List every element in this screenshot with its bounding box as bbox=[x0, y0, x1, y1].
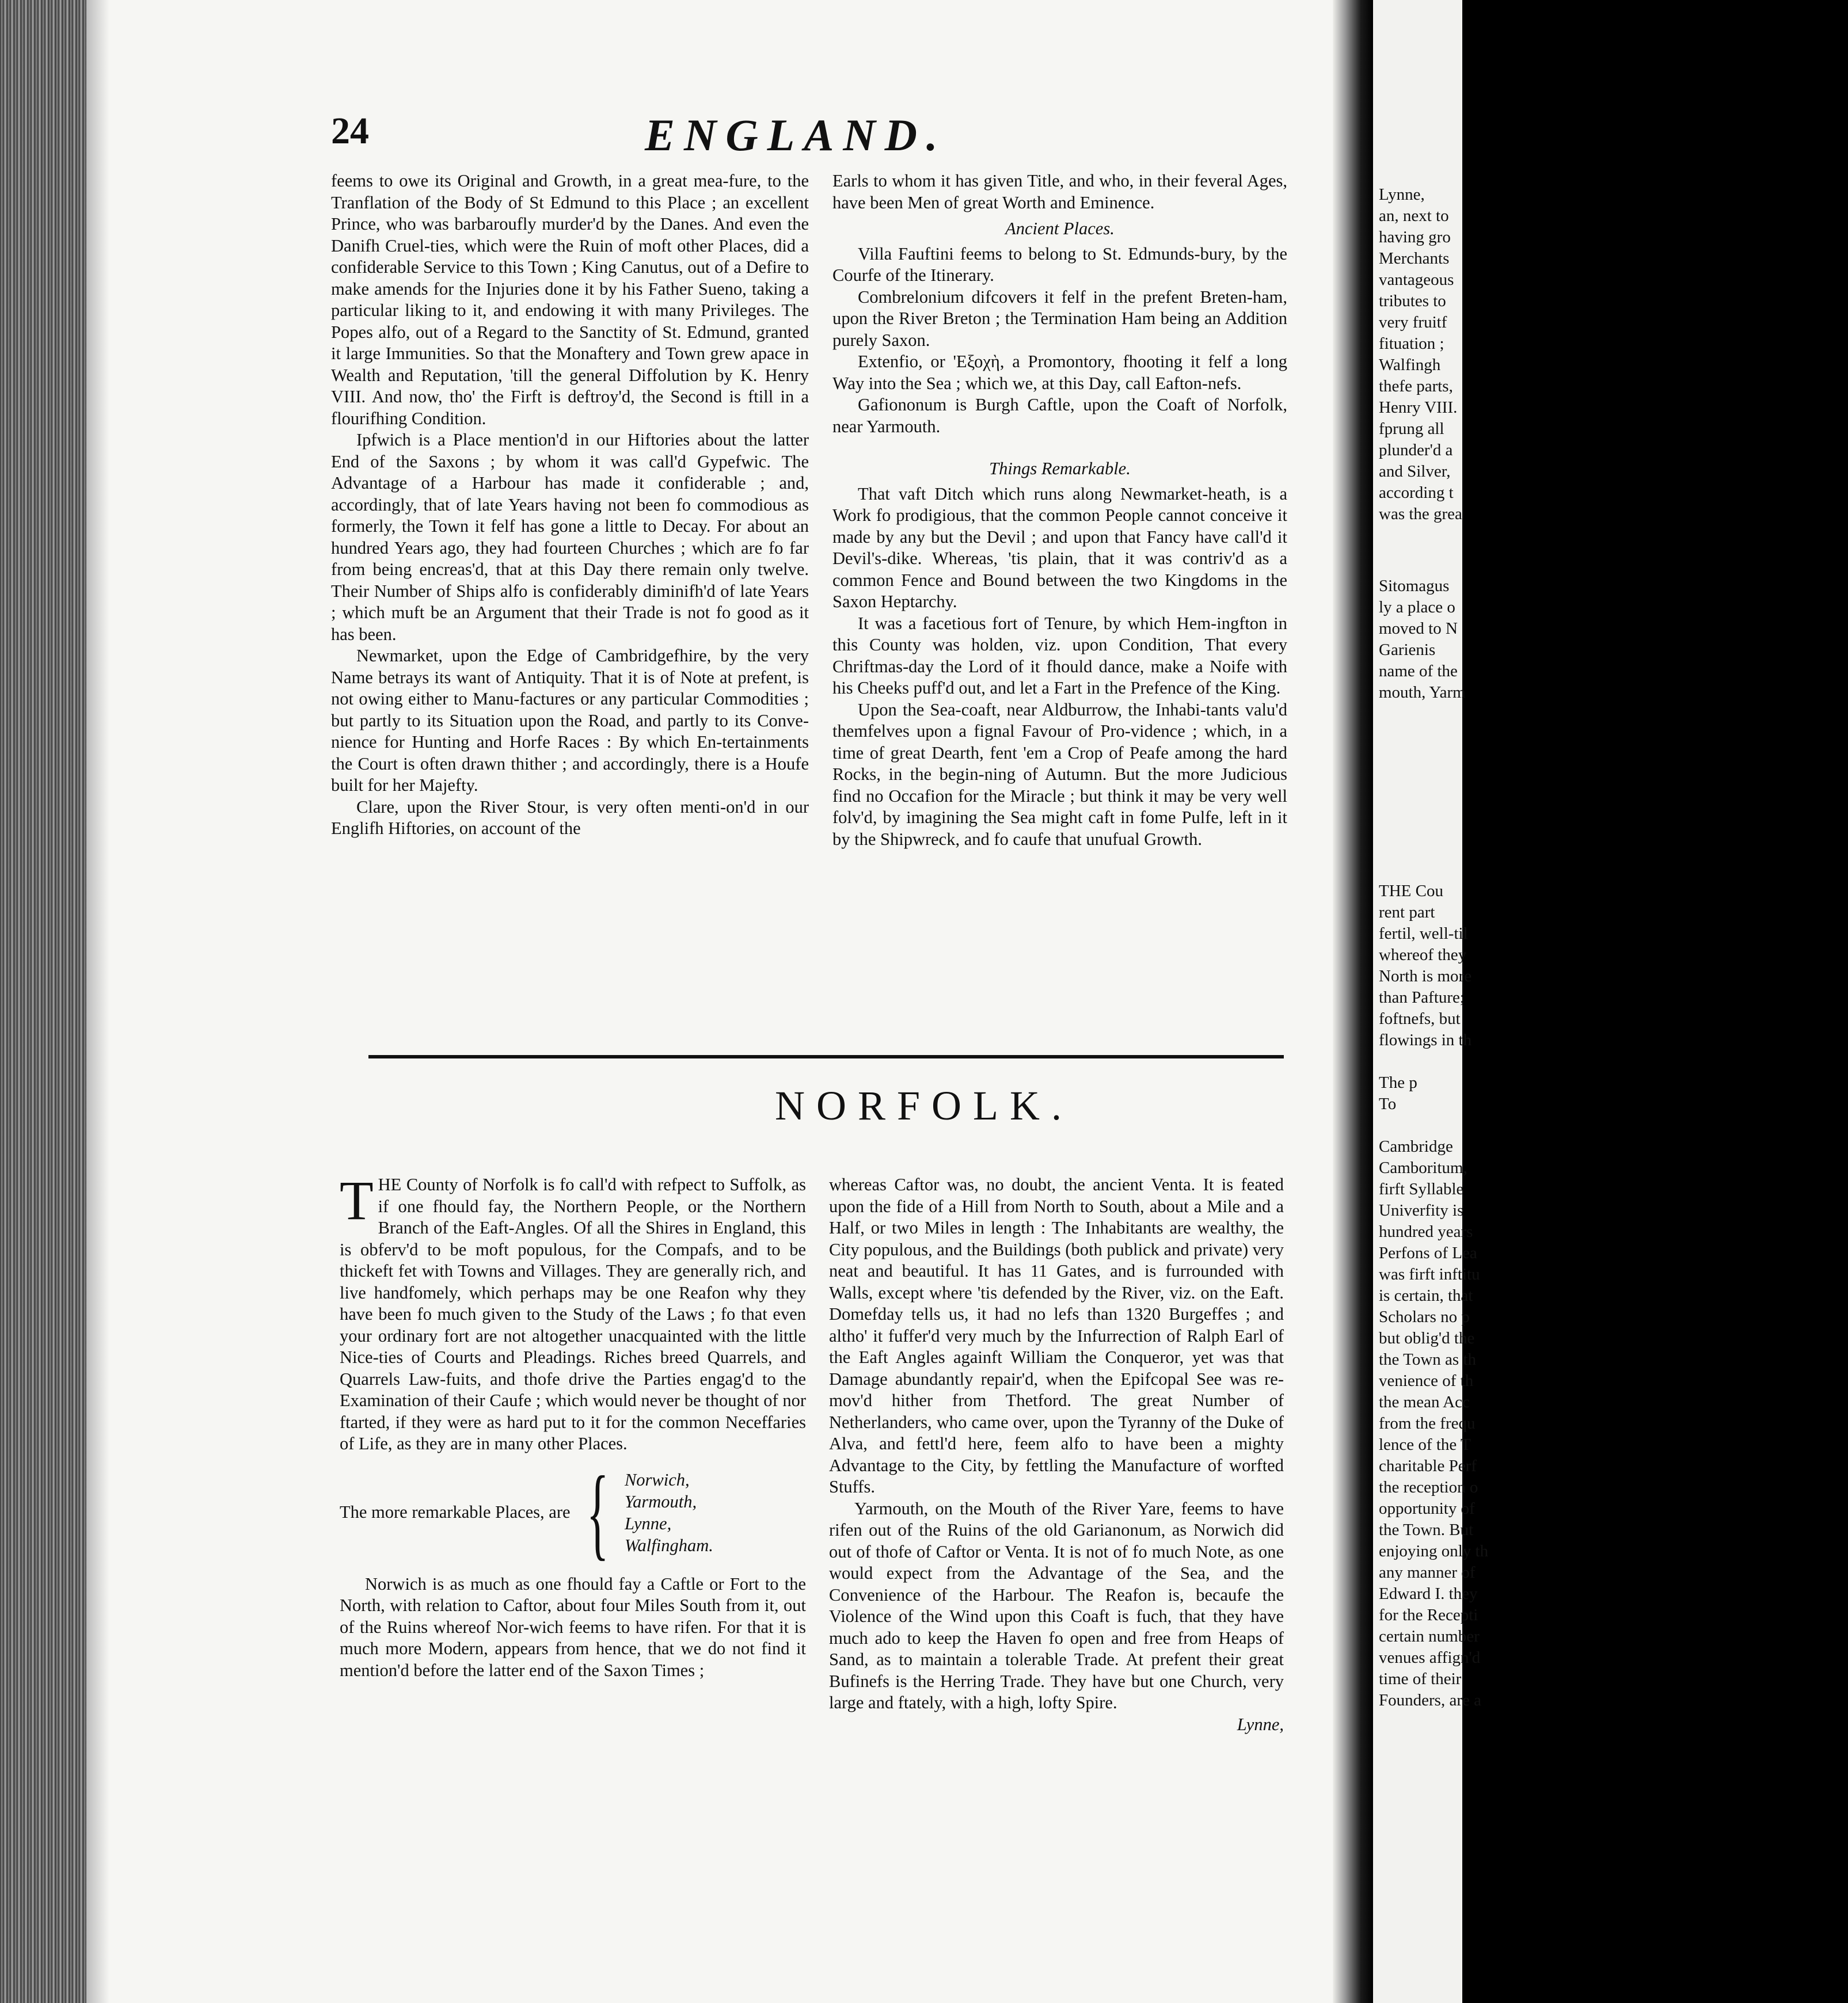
fragment-line: tributes to bbox=[1379, 292, 1446, 310]
fragment-line: Henry VIII. bbox=[1379, 398, 1458, 417]
fragment-line: time of their bbox=[1379, 1670, 1462, 1688]
paragraph: whereas Caftor was, no doubt, the ancient Venta. It is feated upon the fide of a Hill from North to South, about a Mile and a Half, or two Miles in length : The Inhabitants are wealthy, the City populous, and the Buildings (both publick and private) very neat and beautiful. It has 11 Gates, and is furrounded with Walls, except where 'tis defended by the River, viz. on the Eaft. Domefday tells us, it had no lefs than 1320 Burgeffes ; and altho' it fuffer'd very much by the Infurrection of Ralph Earl of the Eaft Angles againft William the Conqueror, yet was that Damage abundantly repair'd, when the Epifcopal See was re-mov'd hither from Thetford. The great Number of Netherlanders, who came over, upon the Tyranny of the Duke of Alva, and fettl'd here, feem alfo to have been a mighty Advantage to the City, by fettling the Manufacture of worfted Stuffs. bbox=[829, 1175, 1284, 1496]
fragment-line: flowings in th bbox=[1379, 1031, 1472, 1049]
fragment-line: an, next to bbox=[1379, 207, 1449, 225]
column-norfolk-left bbox=[340, 1170, 806, 1681]
column-norfolk-right bbox=[829, 1174, 1284, 1735]
fragment-line: very fruitf bbox=[1379, 313, 1447, 332]
section-divider bbox=[368, 1055, 1284, 1058]
fragment-line: Univerfity is bbox=[1379, 1201, 1464, 1220]
place-item: Lynne, bbox=[624, 1513, 672, 1533]
fragment-line: ly a place o bbox=[1379, 598, 1455, 616]
fragment-line: Lynne, bbox=[1379, 185, 1425, 204]
paragraph: Yarmouth, on the Mouth of the River Yare, feems to have rifen out of the Ruins of the old Garianonum, as Norwich did out of thofe of Caftor or Venta. It is not of fo much Note, as one would expect from the Advantage of the Sea, and the Convenience of the Harbour. The Reafon is, becaufe the Violence of the Wind upon this Coaft is fuch, that they have much ado to keep the Haven fo open and free from Heaps of Sand, as to maintain a tolerable Trade. At prefent their great Bufinefs is the Herring Trade. They have but one Church, very large and ftately, with a high, lofty Spire. bbox=[829, 1498, 1284, 1712]
fragment-line: the mean Acc bbox=[1379, 1393, 1470, 1411]
fragment-line: foftnefs, but bbox=[1379, 1010, 1461, 1028]
drop-cap: T bbox=[340, 1170, 374, 1231]
book-gutter bbox=[1333, 0, 1373, 2003]
fragment-line: having gro bbox=[1379, 228, 1451, 246]
fragment-line: venience of th bbox=[1379, 1372, 1474, 1390]
fragment-line: for the Recepti bbox=[1379, 1606, 1478, 1624]
places-label: The more remarkable Places, are bbox=[340, 1502, 571, 1522]
right-page-fragment-top bbox=[1379, 184, 1465, 525]
fragment-line: fituation ; bbox=[1379, 334, 1444, 353]
paragraph: Villa Fauftini feems to belong to St. Edmunds-bury, by the Courfe of the Itinerary. bbox=[832, 243, 1287, 285]
section-title-norfolk: NORFOLK. bbox=[774, 1083, 1074, 1129]
fragment-line: enjoying only th bbox=[1379, 1542, 1489, 1560]
catchword: Lynne, bbox=[1237, 1714, 1284, 1734]
paragraph: Clare, upon the River Stour, is very often menti-on'd in our Englifh Hiftories, on account of the bbox=[331, 797, 809, 838]
page-number: 24 bbox=[331, 110, 369, 152]
fragment-line: hundred years bbox=[1379, 1223, 1473, 1241]
fragment-line: Walfingh bbox=[1379, 356, 1441, 374]
fragment-line: To bbox=[1379, 1095, 1397, 1113]
fragment-line: was the grea bbox=[1379, 505, 1462, 523]
fragment-line: moved to N bbox=[1379, 619, 1458, 638]
places-list bbox=[340, 1454, 806, 1570]
paragraph-text: HE County of Norfolk is fo call'd with refpect to Suffolk, as if one fhould fay, the Northern People, or the Northern Branch of the Eaft-Angles. Of all the Shires in England, this is obferv'd to be moft populous, for the Compafs, and to be thickeft fet with Towns and Villages. They are generally rich, and live handfomely, which perhaps may be one Reafon why they have been fo much given to the Study of the Laws ; fo that even your ordinary fort are not altogether unacquainted with the little Nice-ties of Courts and Pleadings. Riches breed Quarrels, and Quarrels Law-fuits, and thofe drive the Parties engag'd to the Examination of their Caufe ; which would never be thought of nor ftarted, if they were as hard put to it for the common Neceffaries of Life, as they are in many other Places. bbox=[340, 1175, 806, 1453]
fragment-line: opportunity of bbox=[1379, 1499, 1475, 1518]
fragment-line: any manner of bbox=[1379, 1563, 1476, 1582]
book-spine-edge bbox=[0, 0, 86, 2003]
running-head: ENGLAND. bbox=[645, 110, 947, 160]
heading-things-remarkable: Things Remarkable. bbox=[989, 459, 1131, 478]
fragment-line: Edward I. they bbox=[1379, 1585, 1478, 1603]
fragment-line: is certain, that bbox=[1379, 1286, 1473, 1305]
fragment-line: according t bbox=[1379, 483, 1454, 502]
fragment-line: thefe parts, bbox=[1379, 377, 1453, 395]
fragment-line: Scholars no p bbox=[1379, 1308, 1470, 1326]
fragment-line: the reception o bbox=[1379, 1478, 1478, 1496]
fragment-line: fprung all bbox=[1379, 420, 1444, 438]
paragraph: Gafiononum is Burgh Caftle, upon the Coaft of Norfolk, near Yarmouth. bbox=[832, 395, 1287, 436]
paragraph: That vaft Ditch which runs along Newmarket-heath, is a Work fo prodigious, that the common People cannot conceive it made by any but the Devil ; and upon that Fancy have call'd it Devil's-dike. Whereas, 'tis plain, that it was contriv'd as a common Fence and Bound between the two Kingdoms in the Saxon Heptarchy. bbox=[832, 483, 1287, 611]
fragment-line: from the frequ bbox=[1379, 1414, 1476, 1433]
fragment-line: Founders, are a bbox=[1379, 1691, 1481, 1709]
paragraph: Newmarket, upon the Edge of Cambridgefhire, by the very Name betrays its want of Antiquity. That it is of Note at prefent, is not owing either to Manu-factures or any particular Commodities ; but partly to its Situation upon the Road, and partly to its Conve-nience for Hunting and Horfe Races : By which En-tertainments the Court is often drawn thither ; and accordingly, there is a Houfe built for her Majefty. bbox=[331, 646, 809, 795]
fragment-line: The p bbox=[1379, 1073, 1417, 1092]
place-item: Norwich, bbox=[624, 1469, 690, 1490]
fragment-line: and Silver, bbox=[1379, 462, 1451, 481]
paragraph: Combrelonium difcovers it felf in the prefent Breten-ham, upon the River Breton ; the Termination Ham being an Addition purely Saxon. bbox=[832, 287, 1287, 350]
paragraph: Ipfwich is a Place mention'd in our Hiftories about the latter End of the Saxons ; by whom it was call'd Gypefwic. The Advantage of a Harbour has made it confiderable ; and, accordingly, that of late Years having not been fo commodious as formerly, the Town it felf has gone a little to Decay. For about an hundred Years ago, they had fourteen Churches ; which are fo far from being encreas'd, that at this Day there remain only twelve. Their Number of Ships alfo is confiderably diminifh'd of late Years ; which muft be an Argument that their Trade is not fo good as it has been. bbox=[331, 430, 809, 644]
fragment-line: Cambridge bbox=[1379, 1137, 1453, 1156]
brace-icon: { bbox=[586, 1454, 609, 1570]
fragment-line: vantageous bbox=[1379, 271, 1454, 289]
fragment-line: charitable Perf bbox=[1379, 1457, 1477, 1475]
fragment-line: name of the bbox=[1379, 662, 1458, 680]
place-item: Yarmouth, bbox=[624, 1491, 697, 1511]
fragment-line: Garienis bbox=[1379, 641, 1436, 659]
fragment-line: was firft inftitu bbox=[1379, 1265, 1480, 1284]
paragraph bbox=[340, 1170, 806, 1455]
paragraph: Norwich is as much as one fhould fay a Caftle or Fort to the North, with relation to Caftor, about four Miles South from it, out of the Ruins whereof Nor-wich feems to have rifen. For that it is much more Modern, appears from hence, that we do not find it mention'd before the latter end of the Saxon Times ; bbox=[340, 1574, 806, 1680]
fragment-line: than Pafture; bbox=[1379, 988, 1465, 1007]
fragment-line: whereof they bbox=[1379, 946, 1467, 964]
fragment-line: North is more bbox=[1379, 967, 1472, 985]
fragment-line: the Town as th bbox=[1379, 1350, 1477, 1369]
fragment-line: mouth, Yarm bbox=[1379, 683, 1466, 702]
fragment-line bbox=[1379, 1051, 1465, 1072]
fragment-line: Merchants bbox=[1379, 249, 1450, 268]
right-page-fragment-mid bbox=[1379, 576, 1465, 703]
fragment-line: Camboritum, bbox=[1379, 1159, 1467, 1177]
fragment-line: lence of the T bbox=[1379, 1435, 1471, 1454]
heading-ancient-places: Ancient Places. bbox=[1005, 219, 1115, 238]
fragment-line bbox=[1379, 1115, 1465, 1136]
fragment-line: firft Syllable bbox=[1379, 1180, 1464, 1198]
fragment-line: THE Cou bbox=[1379, 882, 1443, 900]
fragment-line: venues affign'd bbox=[1379, 1648, 1481, 1667]
paragraph: feems to owe its Original and Growth, in a great mea-fure, to the Tranflation of the Body of St Edmund to this Place ; an excellent Prince, who was barbaroufly murder'd by the Danes. And even the Danifh Cruel-ties, which were the Ruin of moft other Places, did a confiderable Service to this Town ; King Canutus, out of a Defire to make amends for the Injuries done it by his Father Sueno, taking a particular liking to it, and endowing it with many Privileges. The Popes alfo, out of a Regard to the Sanctity of St. Edmund, granted it large Immunities. So that the Monaftery and Town grew apace in Wealth and Reputation, 'till the general Diffolution by K. Henry VIII. And now, tho' the Firft is deftroy'd, the Second is ftill in a flourifhing Condition. bbox=[331, 171, 809, 428]
right-page-fragment-low bbox=[1379, 881, 1489, 1711]
paragraph: Extenfio, or 'Εξοχὴ, a Promontory, fhooting it felf a long Way into the Sea ; which we, at this Day, call Eafton-nefs. bbox=[832, 352, 1287, 393]
paragraph: Earls to whom it has given Title, and who, in their feveral Ages, have been Men of great Worth and Eminence. bbox=[832, 171, 1287, 212]
fragment-line: fertil, well-til bbox=[1379, 924, 1468, 943]
place-item: Walfingham. bbox=[624, 1535, 713, 1555]
fragment-line: Sitomagus bbox=[1379, 577, 1450, 595]
fragment-line: rent part bbox=[1379, 903, 1435, 921]
fragment-line: but oblig'd the bbox=[1379, 1329, 1475, 1347]
paragraph: Upon the Sea-coaft, near Aldburrow, the Inhabi-tants valu'd themfelves upon a fignal Favour of Pro-vidence ; which, in a time of great Dearth, fent 'em a Crop of Peafe among the hard Rocks, in the begin-ning of Autumn. But the more Judicious find no Occafion for the Miracle ; but think it may be very well folv'd, by imagining the Sea might caft in fome Pulfe, left in it by the Shipwreck, and fo caufe that unufual Growth. bbox=[832, 699, 1287, 849]
paragraph: It was a facetious fort of Tenure, by which Hem-ingfton in this County was holden, viz. upon Condition, That every Chriftmas-day the Lord of it fhould dance, make a Noife with his Cheeks puff'd out, and let a Fart in the Prefence of the King. bbox=[832, 613, 1287, 698]
column-suffolk-right bbox=[832, 170, 1287, 850]
places-names bbox=[625, 1469, 713, 1556]
fragment-line: plunder'd a bbox=[1379, 441, 1453, 459]
fragment-line: Perfons of Lea bbox=[1379, 1244, 1477, 1262]
column-suffolk-left bbox=[331, 170, 809, 840]
fragment-line: the Town. But bbox=[1379, 1521, 1474, 1539]
fragment-line: certain number bbox=[1379, 1627, 1480, 1646]
